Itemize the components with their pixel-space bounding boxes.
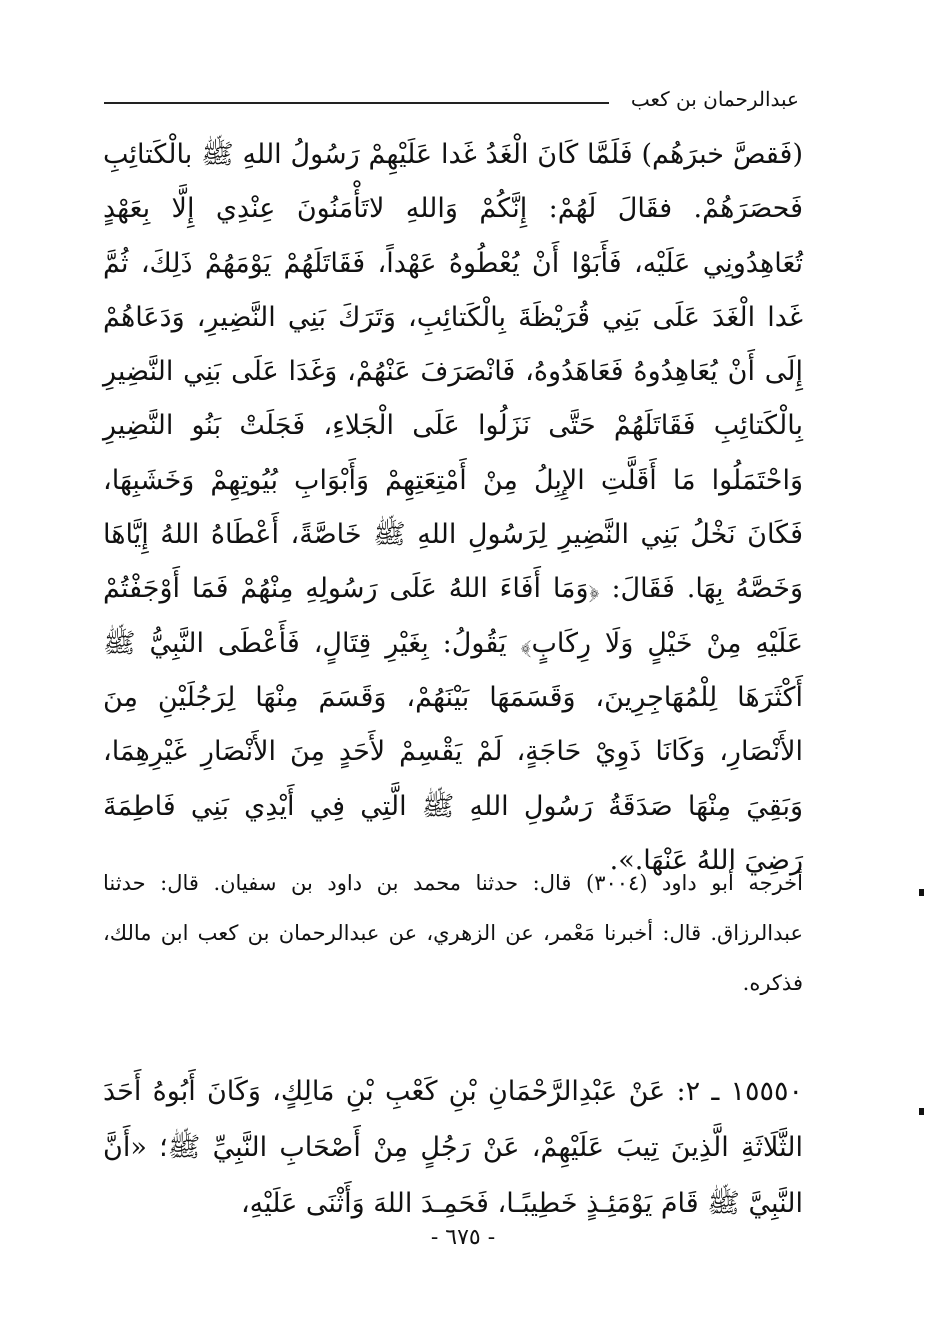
page-number: - ٦٧٥ - bbox=[430, 1225, 496, 1250]
footnote-takhrij: أخرجه أبو داود (٣٠٠٤) قال: حدثنا محمد بن داود بن سفيان. قال: حدثنا عبدالرزاق. قال: أخبرنا مَعْمر، عن الزهري، عن عبدالرحمان بن كعب ابن مالك، فذكره. bbox=[103, 871, 803, 995]
next-hadith: ١٥٥٥٠ ـ ٢: عَنْ عَبْدِالرَّحْمَانِ بْنِ كَعْبِ بْنِ مَالِكٍ، وَكَانَ أَبُوهُ أَحَدَ الثَّلَاثَةِ الَّذِينَ تِيبَ عَلَيْهِمْ، عَنْ رَجُلٍ مِنْ أَصْحَابِ النَّبِيِّ ﷺ؛ «أَنَّ النَّبِيَّ ﷺ قَامَ يَوْمَئِـذٍ خَطِيبًـا، فَحَمِـدَ اللهَ وَأَثْنَى عَلَيْهِ، bbox=[103, 1076, 803, 1219]
running-head bbox=[104, 84, 799, 114]
main-text: (فَقصَّ خبرَهُم) فَلَمَّا كَانَ الْغَدُ غَدا عَلَيْهِمْ رَسُولُ اللهِ ﷺ بالْكَتائِبِ فَحصَرَهُمْ. فقَالَ لَهُمْ: إِنَّكُمْ وَاللهِ لاتَأْمَنُونَ عِنْدِي إِلَّا بِعَهْدٍ تُعَاهِدُونِي عَلَيْه، فَأَبَوْا أَنْ يُعْطُوهُ عَهْداً، فَقَاتَلَهُمْ يَوْمَهُمْ ذَلِكَ، ثُمَّ غَدا الْغَدَ عَلَى بَنِي قُرَيْظَةَ بِالْكَتائِبِ، وَتَرَكَ بَنِي النَّضِيرِ، وَدَعَاهُمْ إِلَى أَنْ يُعَاهِدُوهُ فَعَاهَدُوهُ، فَانْصَرَفَ عَنْهُمْ، وَغَدَا عَلَى بَنِي النَّضِيرِ بِالْكَتائِبِ فَقَاتَلَهُمْ حَتَّى نَزَلُوا عَلَى الْجَلاءِ، فَجَلَتْ بَنُو النَّضِيرِ وَاحْتَمَلُوا مَا أَقَلَّتِ الإِبِلُ مِنْ أَمْتِعَتِهِمْ وَأَبْوَابِ بُيُوتِهِمْ وَخَشَبِهَا، فَكَانَ نَخْلُ بَنِي النَّضِيرِ لِرَسُولِ اللهِ ﷺ خَاصَّةً، أَعْطَاهُ اللهُ إِيَّاهَا وَخَصَّهُ بِهَا. فَقَالَ: ﴿وَمَا أَفَاءَ اللهُ عَلَى رَسُولِهِ مِنْهُمْ فَمَا أَوْجَفْتُمْ عَلَيْهِ مِنْ خَيْلٍ وَلَا رِكَابٍ﴾ يَقُولُ: بِغَيْرِ قِتَالٍ، فَأَعْطَى النَّبِيُّ ﷺ أَكْثَرَهَا لِلْمُهَاجِرِينَ، وَقَسَمَهَا بَيْنَهُمْ، وَقَسَمَ مِنْهَا لِرَجُلَيْنِ مِنَ الأَنْصَارِ، وَكَانَا ذَوِيْ حَاجَةٍ، لَمْ يَقْسِمْ لأَحَدٍ مِنَ الأَنْصَارِ غَيْرِهِمَا، وَبَقِيَ مِنْهَا صَدَقَةُ رَسُولِ اللهِ ﷺ الَّتِي فِي أَيْدِي بَنِي فَاطِمَةَ رَضِيَ اللهُ عَنْهَا.». bbox=[103, 139, 803, 876]
edge-mark bbox=[919, 1108, 924, 1115]
header-rule bbox=[104, 102, 609, 104]
running-head-title: عبدالرحمان بن كعب bbox=[630, 87, 799, 111]
edge-mark bbox=[919, 889, 924, 896]
